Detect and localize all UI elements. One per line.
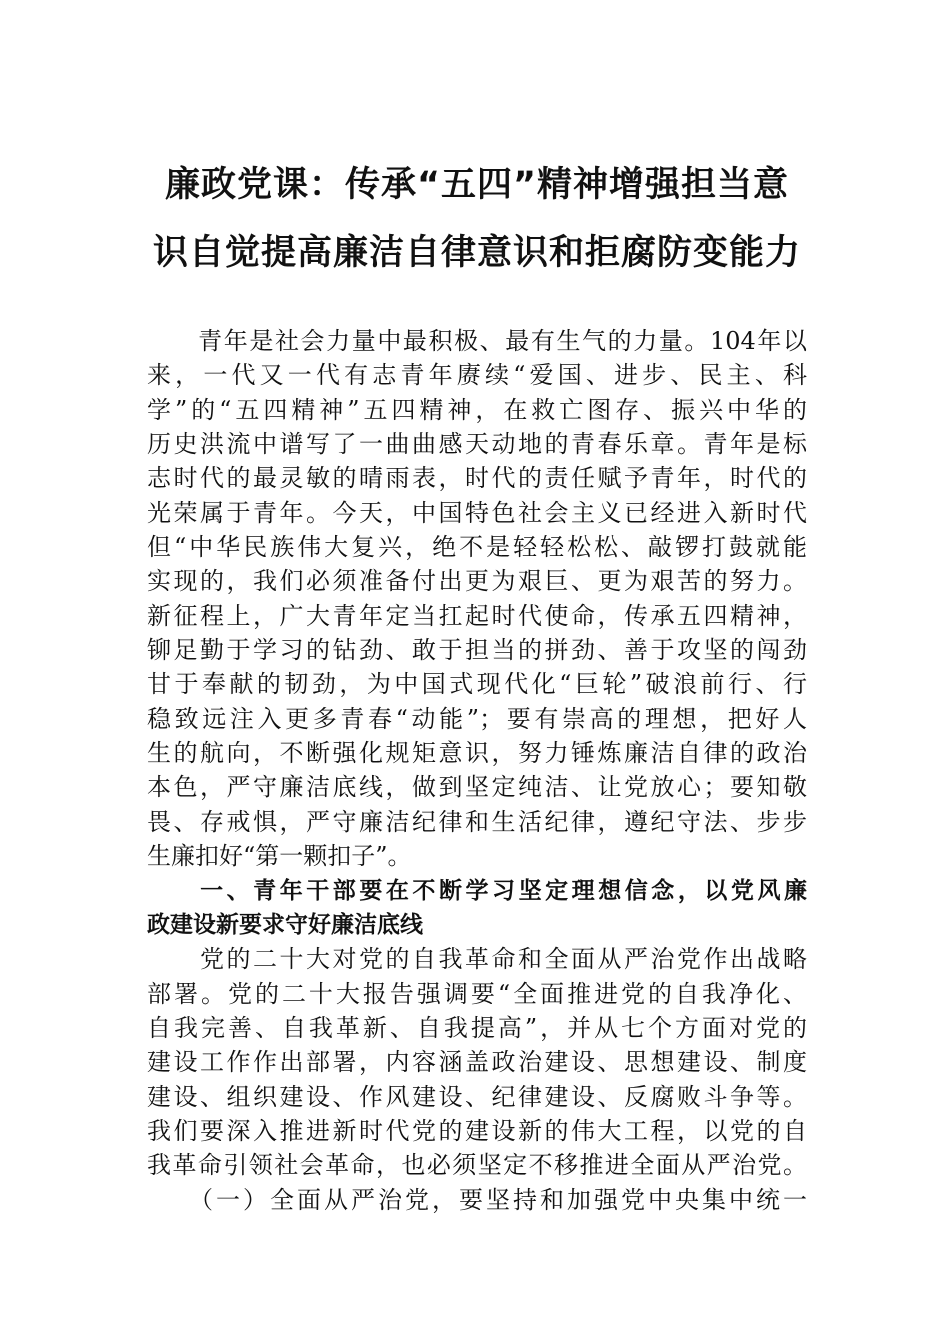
text-line: 生廉扣好“第一颗扣子”。 (147, 842, 412, 871)
document-body (147, 324, 807, 1217)
text-line: 畏、存戒惧，严守廉洁纪律和生活纪律，遵纪守法、步步 (147, 807, 807, 836)
document-title-line-1: 廉政党课：传承“五四”精神增强担当意 (164, 165, 789, 205)
text-line: 稳致远注入更多青春“动能”；要有崇高的理想，把好人 (147, 704, 807, 733)
text-line: 但“中华民族伟大复兴，绝不是轻轻松松、敲锣打鼓就能 (147, 533, 807, 562)
text-line: 来，一代又一代有志青年赓续“爱国、进步、民主、科 (147, 361, 807, 390)
text-line: （一）全面从严治党，要坚持和加强党中央集中统一 (147, 1185, 807, 1214)
text-line: 生的航向，不断强化规矩意识，努力锤炼廉洁自律的政治 (147, 739, 807, 768)
text-line: 学”的“五四精神”五四精神，在救亡图存、振兴中华的 (147, 395, 807, 424)
text-line: 部署。党的二十大报告强调要“全面推进党的自我净化、 (147, 979, 807, 1008)
text-line: 历史洪流中谱写了一曲曲感天动地的青春乐章。青年是标 (147, 430, 807, 459)
text-line: 我们要深入推进新时代党的建设新的伟大工程，以党的自 (147, 1116, 807, 1145)
text-line: 光荣属于青年。今天，中国特色社会主义已经进入新时代 (147, 498, 807, 527)
text-line: 本色，严守廉洁底线，做到坚定纯洁、让党放心；要知敬 (147, 773, 807, 802)
text-line: 铆足勤于学习的钻劲、敢于担当的拼劲、善于攻坚的闯劲 (147, 636, 807, 665)
text-line: 青年是社会力量中最积极、最有生气的力量。104年以 (147, 327, 807, 355)
text-line: 我革命引领社会革命，也必须坚定不移推进全面从严治党。 (147, 1151, 807, 1180)
section-heading-line: 政建设新要求守好廉洁底线 (147, 911, 423, 938)
section-heading-line: 一、青年干部要在不断学习坚定理想信念，以党风廉 (147, 877, 807, 904)
document-title-line-2: 识自觉提高廉洁自律意识和拒腐防变能力 (152, 233, 801, 273)
document-page (147, 0, 807, 1344)
text-line: 自我完善、自我革新、自我提高”，并从七个方面对党的 (147, 1013, 807, 1042)
text-line: 建设工作作出部署，内容涵盖政治建设、思想建设、制度 (147, 1048, 807, 1077)
text-line: 党的二十大对党的自我革命和全面从严治党作出战略 (147, 945, 807, 974)
text-line: 建设、组织建设、作风建设、纪律建设、反腐败斗争等。 (147, 1082, 807, 1111)
text-line: 甘于奉献的韧劲，为中国式现代化“巨轮”破浪前行、行 (147, 670, 807, 699)
text-line: 志时代的最灵敏的晴雨表，时代的责任赋予青年，时代的 (147, 464, 807, 493)
text-line: 新征程上，广大青年定当扛起时代使命，传承五四精神， (147, 601, 807, 630)
text-line: 实现的，我们必须准备付出更为艰巨、更为艰苦的努力。 (147, 567, 807, 596)
